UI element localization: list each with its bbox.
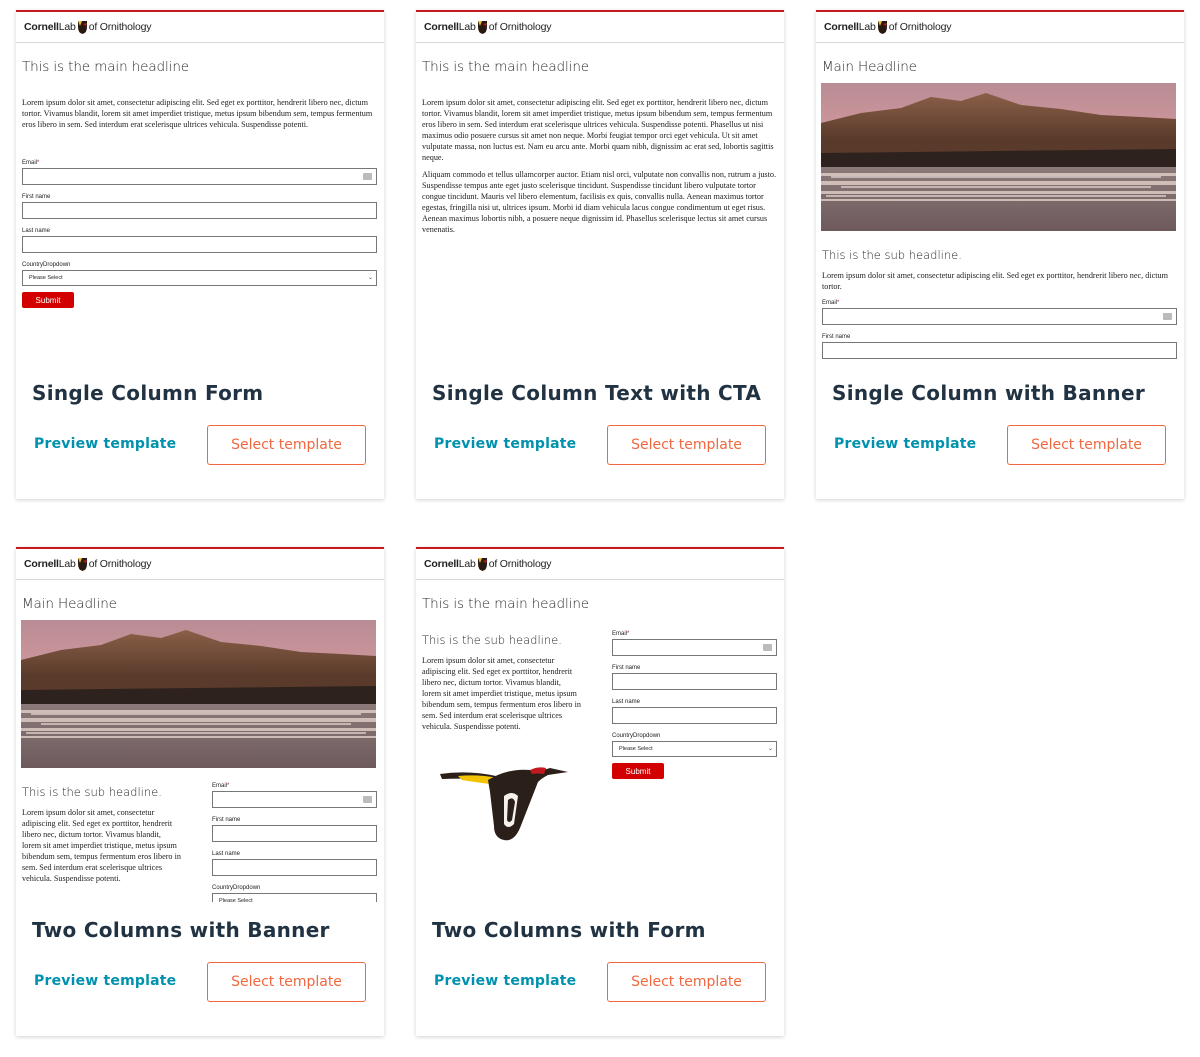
left-column (422, 633, 582, 732)
signup-form (612, 631, 777, 779)
logo-of-ornithology: of Ornithology (888, 21, 952, 33)
body-text: Lorem ipsum dolor sit amet, consectetur adipiscing elit. Sed eget ex porttitor, hendrerit libero nec, dictum tortor. Vivamus blandit, lorem sit amet imperdiet tristique, metus ipsum bibendum sem, tempus fermentum eros libero in sem. Sed interdum erat scelerisque ultrices vehicula. Suspendisse potenti. (22, 808, 181, 883)
body-text: Lorem ipsum dolor sit amet, consectetur adipiscing elit. Sed eget ex porttitor, hendrerit libero nec, dictum tortor. Vivamus blandit, lorem sit amet imperdiet tristique, metus ipsum bibendum sem, tempus fermentum eros libero in sem. Sed interdum erat scelerisque ultrices vehicula. Suspendisse potenti. (22, 98, 373, 129)
sub-headline: This is the sub headline. (822, 248, 962, 262)
cornell-lab-logo (24, 21, 151, 34)
logo-cornell: Cornell (824, 21, 859, 33)
logo-of-ornithology: of Ornithology (88, 558, 152, 570)
main-headline: Main Headline (822, 59, 917, 75)
signup-form (822, 300, 1177, 365)
last-name-field[interactable] (612, 707, 777, 724)
bird-logo-icon (478, 21, 487, 34)
country-label: CountryDropdown (612, 733, 661, 739)
logo-cornell: Cornell (424, 558, 459, 570)
bird-logo-icon (878, 21, 887, 34)
preview-template-link[interactable]: Preview template (34, 973, 177, 989)
cornell-lab-logo (424, 558, 551, 571)
template-title: Single Column Text with CTA (432, 381, 762, 405)
cornell-lab-logo (24, 558, 151, 571)
country-label: CountryDropdown (22, 262, 71, 268)
template-thumbnail[interactable] (816, 10, 1184, 365)
country-value: Please Select (619, 746, 653, 752)
logo-of-ornithology: of Ornithology (88, 21, 152, 33)
template-card-single-column-form (16, 10, 384, 499)
email-label: Email* (612, 631, 630, 637)
signup-form (212, 783, 377, 902)
logo-bar (416, 10, 784, 43)
last-name-label: Last name (22, 228, 51, 234)
select-template-button[interactable]: Select template (1007, 425, 1166, 465)
body-text: Lorem ipsum dolor sit amet, consectetur adipiscing elit. Sed eget ex porttitor, hendrerit libero nec, dictum tortor. (822, 271, 1168, 291)
template-card-two-columns-form (416, 547, 784, 1036)
first-name-field[interactable] (22, 202, 377, 219)
template-title: Two Columns with Form (432, 918, 706, 942)
email-label: Email* (212, 783, 230, 789)
template-card-single-column-text-cta (416, 10, 784, 499)
left-column (22, 785, 182, 884)
chevron-down-icon: ⌄ (367, 275, 373, 281)
main-headline: This is the main headline (22, 59, 189, 75)
submit-button[interactable]: Submit (22, 292, 74, 308)
logo-lab: Lab (858, 21, 876, 33)
woodpecker-bird-illustration (438, 762, 570, 842)
template-thumbnail[interactable] (416, 10, 784, 365)
first-name-label: First name (822, 334, 851, 340)
sub-headline: This is the sub headline. (22, 785, 162, 799)
template-title: Two Columns with Banner (32, 918, 330, 942)
logo-bar (416, 547, 784, 580)
select-template-button[interactable]: Select template (607, 962, 766, 1002)
select-template-button[interactable]: Select template (207, 425, 366, 465)
signup-form (22, 160, 377, 308)
logo-lab: Lab (58, 21, 76, 33)
body-text: Lorem ipsum dolor sit amet, consectetur adipiscing elit. Sed eget ex porttitor, hendrerit libero nec, dictum tortor. Vivamus blandit, lorem sit amet imperdiet tristique, metus ipsum bibendum sem, tempus fermentum eros libero in sem. Sed interdum erat scelerisque ultrices vehicula. Suspendisse potenti. (422, 656, 581, 731)
logo-of-ornithology: of Ornithology (488, 21, 552, 33)
logo-cornell: Cornell (24, 558, 59, 570)
country-dropdown[interactable] (612, 741, 777, 757)
autofill-icon (763, 644, 772, 651)
email-field[interactable] (822, 308, 1177, 325)
preview-template-link[interactable]: Preview template (434, 973, 577, 989)
bird-logo-icon (78, 558, 87, 571)
autofill-icon (363, 796, 372, 803)
email-field[interactable] (22, 168, 377, 185)
first-name-label: First name (22, 194, 51, 200)
sub-headline: This is the sub headline. (422, 633, 562, 647)
first-name-field[interactable] (212, 825, 377, 842)
body-text-1: Lorem ipsum dolor sit amet, consectetur adipiscing elit. Sed eget ex porttitor, hendrerit libero nec, dictum tortor. Vivamus blandit, lorem sit amet imperdiet tristique, metus ipsum bibendum sem, tempus fermentum eros libero in sem. Sed interdum erat scelerisque ultrices vehicula. Suspendisse potenti. Phasellus ut nisi maximus odio posuere cursus sit amet non neque. Morbi feugiat tempor orci eget vehicula. Ut sit amet vulputate massa, non luctus est. Nam eu arcu ante. Morbi quam nibh, dignissim ac erat sed, lobortis sagittis neque. (422, 98, 774, 162)
main-headline: This is the main headline (422, 59, 589, 75)
email-field[interactable] (612, 639, 777, 656)
first-name-field[interactable] (612, 673, 777, 690)
last-name-label: Last name (212, 851, 241, 857)
country-value: Please Select (29, 275, 63, 281)
email-field[interactable] (212, 791, 377, 808)
autofill-icon (1163, 313, 1172, 320)
country-dropdown[interactable] (212, 893, 377, 902)
cornell-lab-logo (824, 21, 951, 34)
preview-template-link[interactable]: Preview template (34, 436, 177, 452)
last-name-field[interactable] (212, 859, 377, 876)
main-headline: This is the main headline (422, 596, 589, 612)
autofill-icon (363, 173, 372, 180)
template-card-single-column-banner (816, 10, 1184, 499)
preview-template-link[interactable]: Preview template (834, 436, 977, 452)
email-label: Email* (22, 160, 40, 166)
last-name-field[interactable] (22, 236, 377, 253)
logo-lab: Lab (458, 21, 476, 33)
template-title: Single Column Form (32, 381, 264, 405)
select-template-button[interactable]: Select template (207, 962, 366, 1002)
country-dropdown[interactable] (22, 270, 377, 286)
country-value: Please Select (219, 898, 253, 902)
logo-lab: Lab (58, 558, 76, 570)
banner-image (21, 620, 376, 768)
submit-button[interactable]: Submit (612, 763, 664, 779)
logo-bar (816, 10, 1184, 43)
logo-of-ornithology: of Ornithology (488, 558, 552, 570)
banner-image (821, 83, 1176, 231)
first-name-field[interactable] (822, 342, 1177, 359)
select-template-button[interactable]: Select template (607, 425, 766, 465)
logo-cornell: Cornell (424, 21, 459, 33)
first-name-label: First name (212, 817, 241, 823)
logo-bar (16, 10, 384, 43)
chevron-down-icon: ⌄ (767, 746, 773, 752)
bird-logo-icon (478, 558, 487, 571)
template-thumbnail[interactable] (16, 10, 384, 365)
preview-template-link[interactable]: Preview template (434, 436, 577, 452)
first-name-label: First name (612, 665, 641, 671)
template-thumbnail[interactable] (16, 547, 384, 902)
template-thumbnail[interactable] (416, 547, 784, 902)
email-label: Email* (822, 300, 840, 306)
logo-lab: Lab (458, 558, 476, 570)
cornell-lab-logo (424, 21, 551, 34)
template-title: Single Column with Banner (832, 381, 1145, 405)
bird-logo-icon (78, 21, 87, 34)
body-text-2: Aliquam commodo et tellus ullamcorper auctor. Etiam nisl orci, vulputate non convallis non, rutrum a justo. Suspendisse tempus ante eget justo scelerisque tincidunt. Suspendisse tincidunt libero vulputate tortor congue tincidunt. Mauris vel libero elementum, facilisis ex quis, convallis nulla. Aenean maximus tortor egestas, fringilla nisi ut, ultrices ipsum. Morbi id diam vehicula lacus congue condimentum ut eget risus. Aenean maximus lobortis nibh, a posuere neque dignissim id. Phasellus scelerisque lectus sit amet cursus venenatis. (422, 170, 777, 234)
last-name-label: Last name (612, 699, 641, 705)
country-label: CountryDropdown (212, 885, 261, 891)
logo-bar (16, 547, 384, 580)
main-headline: Main Headline (22, 596, 117, 612)
template-card-two-columns-banner (16, 547, 384, 1036)
logo-cornell: Cornell (24, 21, 59, 33)
